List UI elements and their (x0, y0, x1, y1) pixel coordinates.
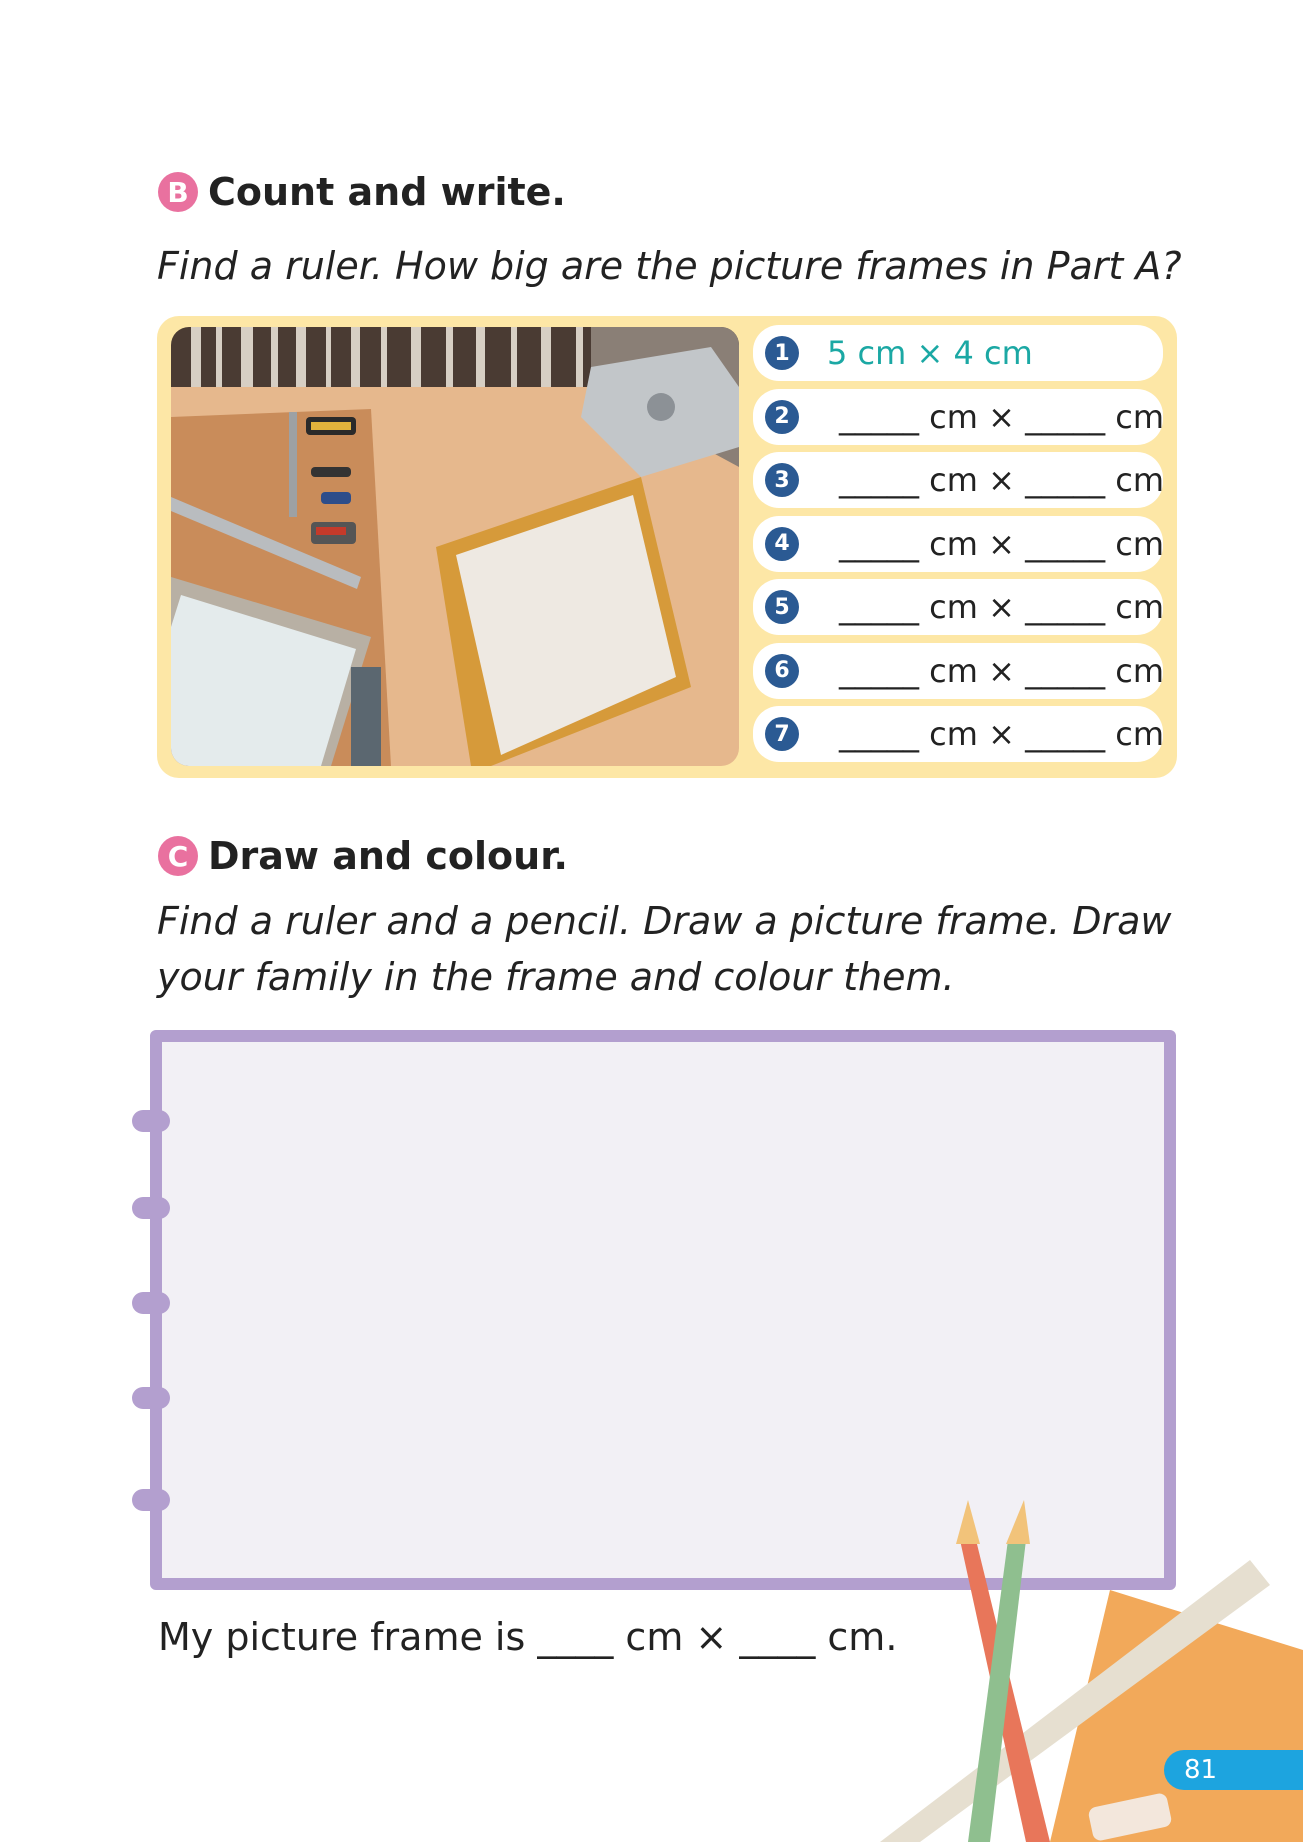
answer-list (753, 325, 1163, 770)
part-b-badge: B (158, 172, 198, 212)
part-b-title: Count and write. (208, 170, 566, 214)
answer-blank-6[interactable]: _____ cm × _____ cm (839, 651, 1165, 690)
part-b-instruction: Find a ruler. How big are the picture frames in Part A? (157, 244, 1182, 288)
answer-row-3 (753, 452, 1163, 508)
binder-ring (132, 1110, 172, 1132)
answer-blank-3[interactable]: _____ cm × _____ cm (839, 461, 1165, 499)
part-c-heading (158, 834, 568, 878)
answer-row-6 (753, 643, 1163, 699)
answer-row-4 (753, 516, 1163, 572)
answer-row-1 (753, 325, 1163, 381)
answer-blank-2[interactable]: _____ cm × _____ cm (839, 397, 1165, 436)
binder-ring (132, 1197, 172, 1219)
number-6: 6 (765, 654, 799, 688)
answer-example: 5 cm × 4 cm (827, 334, 1033, 372)
number-2: 2 (765, 400, 799, 434)
number-4: 4 (765, 527, 799, 561)
number-7: 7 (765, 717, 799, 751)
answer-blank-4[interactable]: _____ cm × _____ cm (839, 524, 1165, 563)
number-5: 5 (765, 590, 799, 624)
binder-ring (132, 1292, 172, 1314)
answer-row-7 (753, 706, 1163, 762)
number-1: 1 (765, 336, 799, 370)
answer-blank-5[interactable]: _____ cm × _____ cm (839, 588, 1165, 626)
frames-photo (171, 327, 739, 766)
answer-blank-7[interactable]: _____ cm × _____ cm (839, 715, 1165, 753)
part-c-instruction: Find a ruler and a pencil. Draw a picture frame. Draw your family in the frame and colour them. (157, 899, 1172, 999)
stationery-illustration (850, 1500, 1303, 1842)
answer-row-5 (753, 579, 1163, 635)
measure-panel (157, 316, 1177, 778)
binder-ring (132, 1489, 172, 1511)
number-3: 3 (765, 463, 799, 497)
binder-ring (132, 1387, 172, 1409)
part-b-heading (158, 170, 566, 214)
part-c-badge: C (158, 836, 198, 876)
answer-row-2 (753, 389, 1163, 445)
frame-size-sentence[interactable]: My picture frame is ____ cm × ____ cm. (158, 1615, 898, 1659)
page-number: 81 (1164, 1750, 1303, 1790)
part-c-title: Draw and colour. (208, 834, 568, 878)
